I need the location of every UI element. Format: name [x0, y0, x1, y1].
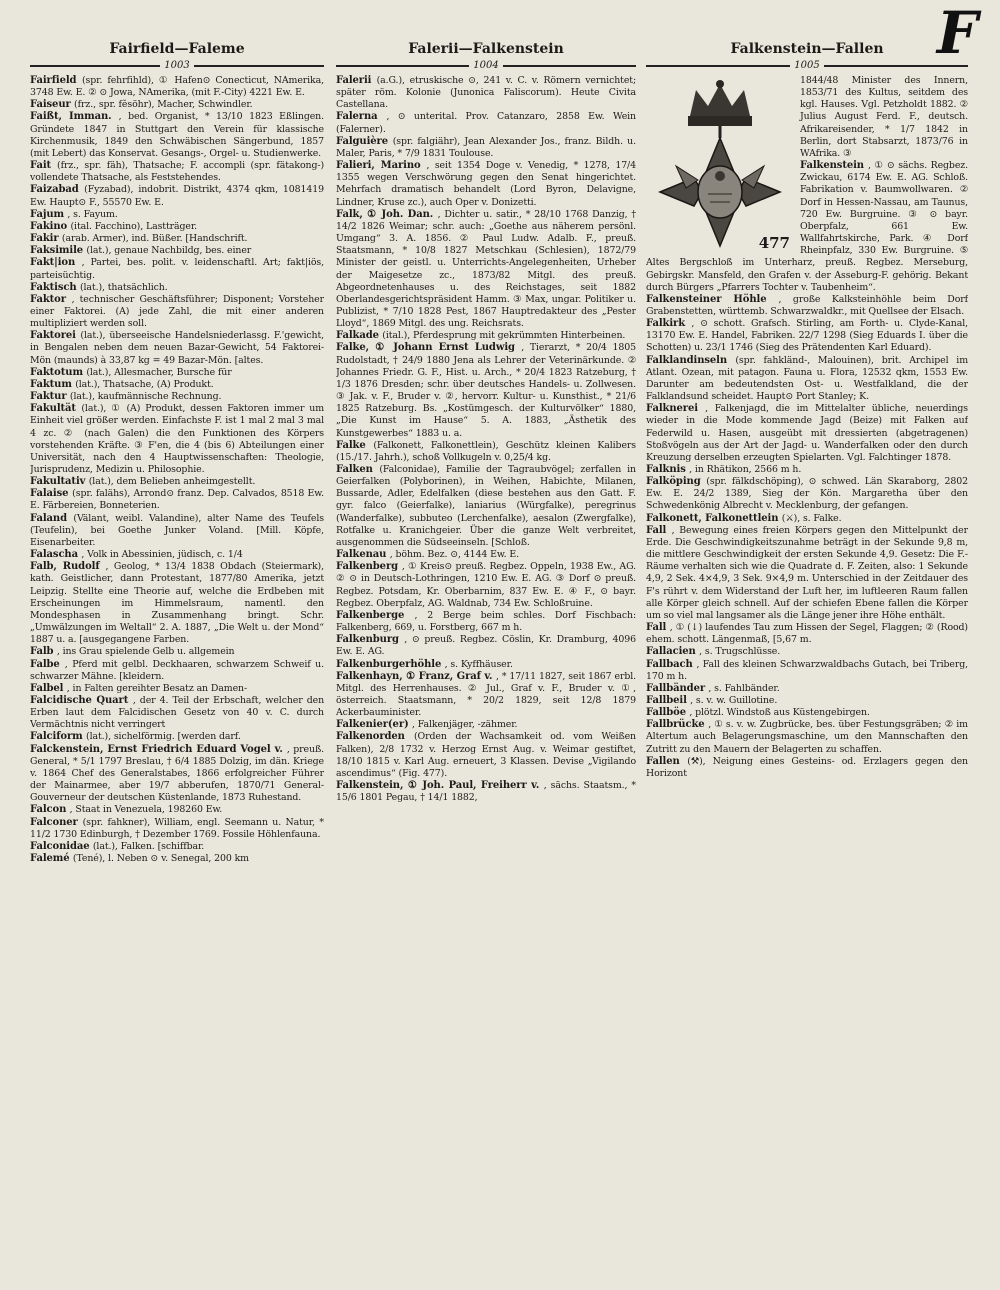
entry-text: (lat.), Thatsache, (A) Produkt.: [75, 378, 214, 390]
entry-headword: Faktor: [30, 293, 72, 305]
dictionary-entry: [30, 549, 324, 561]
order-insignia-figure: [646, 76, 794, 254]
dictionary-entry: [646, 659, 968, 683]
entry-headword: Faiseur: [30, 99, 75, 111]
entry-headword: Fakultät: [30, 403, 82, 415]
entry-text: (Falconidae), Familie der Tagraubvögel; zerfallen in Geierfalken (Polyborinen), in Weihen, Habichte, Milanen, Bussarde, Adler, Edelfalken (diese bestehen aus den Gatt. F. gyr. falco (Geierfalke), laniarius (Würgfalke), peregrinus (Wanderfalke), subbuteo (Lerchenfalke), aesalon (Zwergfalke), Rotfalke u. Kranichgeier. Über die ganze Welt verbreitet, ausgenommen die Südseeinseln. [Schloß.: [336, 464, 636, 548]
dictionary-entry: [646, 464, 968, 476]
entry-headword: Faktum: [30, 378, 76, 390]
entry-headword: Falconer: [30, 816, 83, 828]
entry-text: , ① ⊙ sächs. Regbez. Zwickau, 6174 Ew. E. AG. Schloß. Fabrikation v. Baumwollwaren. ② Dorf in Hessen-Nassau, am Taunus, 720 Ew. Burgruine. ③ ⊙ bayr. Oberpfalz, 661 Ew. Wallfahrtskirche, Park. ④ Dorf Rheinpfalz, 330 Ew. Burgruine. ⑤ Altes Bergschloß im Unterharz, preuß. Regbez. Merseburg, Gebirgskr. Mansfeld, den Grafen v. der Asseburg-F. gehörig. Bekant durch Bürgers „Pfarrers Tochter v. Taubenheim“.: [646, 160, 968, 293]
dictionary-entry: [646, 403, 968, 464]
dictionary-entry: [30, 379, 324, 391]
entry-headword: Falascha: [30, 549, 82, 561]
entry-headword: Falckenstein, Ernst Friedrich Eduard Vogel v.: [30, 743, 287, 755]
entry-headword: Falkenburgerhöhle: [336, 658, 445, 670]
entry-text: (lat.), dem Belieben anheimgestellt.: [88, 476, 256, 488]
dictionary-entry: [30, 294, 324, 330]
entry-headword: Faktorei: [30, 330, 81, 342]
dictionary-entry: [30, 731, 324, 743]
entry-headword: Fall: [646, 622, 670, 634]
dictionary-entry: [30, 403, 324, 476]
entry-text: 1844/48 Minister des Innern, 1853/71 des Kultus, seitdem des kgl. Hauses. Vgl. Petzholdt 1882. ② Julius August Ferd. F., deutsch. Afrikareisender, * 1/7 1842 in Berlin, dort Stabsarzt, 1873/76 in WAfrika. ③: [800, 75, 968, 159]
entry-text: , 2 Berge beim schles. Dorf Fischbach: Falkenberg, 669, u. Forstberg, 667 m h.: [336, 609, 636, 634]
entry-text: (lat.), thatsächlich.: [79, 281, 168, 293]
entry-headword: Faißt, Imman.: [30, 111, 119, 123]
entry-headword: Faksimile: [30, 245, 87, 257]
entry-text: (⚔), s. Falke.: [781, 512, 842, 524]
entry-headword: Fallböe: [646, 707, 690, 719]
entry-headword: Fakir: [30, 233, 62, 245]
entry-headword: Falk, ① Joh. Dan.: [336, 208, 438, 220]
entry-text: , s. Fayum.: [67, 208, 118, 220]
entry-text: (spr. falgiähr), Jean Alexander Jos., franz. Bildh. u. Maler, Paris, * 7/9 1831 Toulouse.: [336, 135, 636, 159]
dictionary-entry: [336, 209, 636, 331]
dictionary-entry: [30, 804, 324, 816]
dictionary-entry: [30, 853, 324, 865]
entry-text: (lat.), genaue Nachbildg, bes. einer: [86, 245, 252, 257]
column-3: [646, 40, 968, 1280]
entry-headword: Falkenberge: [336, 609, 415, 621]
entry-headword: Faktur: [30, 391, 70, 403]
dictionary-entry: [30, 209, 324, 221]
entry-headword: Faktotum: [30, 366, 87, 378]
column-1-header: Fairfield—Faleme: [109, 41, 245, 57]
rule-divider: [336, 65, 469, 67]
entry-headword: Falkenstein: [800, 160, 869, 172]
entry-headword: Fall: [646, 524, 672, 536]
entry-text: , s. Kyffhäuser.: [444, 658, 513, 670]
dictionary-entry: [30, 245, 324, 257]
entry-text: , böhm. Bez. ⊙, 4144 Ew. E.: [389, 549, 520, 561]
entry-headword: Falbel: [30, 682, 67, 694]
entry-text: , in Falten gereihter Besatz an Damen-: [66, 682, 248, 694]
dictionary-entry: [646, 294, 968, 318]
dictionary-entry: [646, 707, 968, 719]
entry-headword: Fairfield: [30, 75, 82, 86]
dictionary-entry: [30, 659, 324, 683]
entry-text: , ① s. v. w. Zugbrücke, bes. über Festungsgräben; ② im Altertum auch Belagerungsmaschine, um den Mannschaften den Zutritt zu den Mauern der Belagerten zu schaffen.: [646, 719, 968, 755]
entry-text: , Fall des kleinen Schwarzwaldbachs Gutach, bei Triberg, 170 m h.: [646, 658, 968, 682]
entry-headword: Falb, Rudolf: [30, 561, 106, 573]
entry-headword: Falieri, Marino: [336, 160, 427, 172]
entry-text: (ital.), Pferdesprung mit gekrümmten Hinterbeinen.: [382, 330, 626, 342]
column-3-page-number: 1005: [794, 60, 820, 71]
entry-headword: Falkonett, Falkonettlein: [646, 512, 782, 524]
entry-headword: Falkenorden: [336, 731, 414, 743]
entry-headword: Faland: [30, 512, 74, 524]
entry-text: , Staat in Venezuela, 198260 Ew.: [69, 804, 223, 816]
entry-headword: Falb: [30, 646, 57, 658]
column-1-page-number: 1003: [164, 60, 190, 71]
column-2-header: Falerii—Falkenstein: [408, 41, 564, 57]
entry-text: (lat.), sichelförmig. [werden darf.: [86, 731, 241, 743]
dictionary-entry: [336, 561, 636, 610]
entry-text: , seit 1354 Doge v. Venedig, * 1278, 17/4 1355 wegen Verschwörung gegen den Senat hingerichtet. Mehrfach dramatisch behandelt (Lord Byron, Delavigne, Lindner, Kruse zc.), auch Oper v. Donizetti.: [336, 160, 636, 208]
entry-text: , Volk in Abessinien, jüdisch, c. 1/4: [81, 549, 243, 561]
entry-text: , Partei, bes. polit. v. leidenschaftl. Art; fakt|iös, parteisüchtig.: [30, 257, 324, 281]
entry-text: (Falkonett, Falkonettlein), Geschütz kleinen Kalibers (15./17. Jahrh.), schoß Vollkugeln v. 0,25/4 kg.: [336, 439, 636, 463]
entry-text: (spr. falähs), Arrond⊙ franz. Dep. Calvados, 8518 Ew. E. Färbereien, Bonneterien.: [30, 488, 324, 512]
entry-headword: Falkenburg: [336, 634, 405, 646]
entry-headword: Fallbänder: [646, 682, 709, 694]
dictionary-entry: [30, 391, 324, 403]
entry-headword: Fallacien: [646, 646, 700, 658]
dictionary-entry: [30, 646, 324, 658]
entry-text: , große Kalksteinhöhle beim Dorf Grabenstetten, württemb. Schwarzwaldkr., mit Quellsee der Elsach.: [646, 293, 968, 317]
entry-headword: Falkenstein, ① Joh. Paul, Freiherr v.: [336, 780, 544, 792]
entry-headword: Falguière: [336, 135, 393, 147]
dictionary-entry: [30, 111, 324, 160]
dictionary-entry: [30, 367, 324, 379]
dictionary-entry: [646, 476, 968, 512]
rule-divider: [503, 65, 636, 67]
dictionary-entry: [30, 488, 324, 512]
entry-text: , ins Grau spielende Gelb u. allgemein: [56, 646, 235, 658]
column-2-page-number: 1004: [473, 60, 499, 71]
entry-text: (frz., spr. fäh), Thatsache; F. accompli (spr. fätakong-) vollendete Thatsache, als Feststehendes.: [30, 160, 324, 184]
entry-text: (lat.), Allesmacher, Bursche für: [86, 366, 232, 378]
dictionary-entry: [336, 342, 636, 439]
entry-headword: Faizabad: [30, 184, 85, 196]
dictionary-entry: [336, 610, 636, 634]
dictionary-entry: [30, 257, 324, 281]
entry-headword: Faktisch: [30, 281, 80, 293]
dictionary-entry: [30, 184, 324, 208]
entry-headword: Falkenberg: [336, 561, 402, 573]
entry-headword: Falbe: [30, 658, 65, 670]
entry-text: , der 4. Teil der Erbschaft, welcher den Erben laut dem Falcidischen Gesetz von 40 v. C. durch Vermächtnis nicht verringert: [30, 694, 324, 731]
dictionary-entry: [646, 695, 968, 707]
entry-text: (Välant, weibl. Valandine), alter Name des Teufels (Teufelin), bei Goethe Junker Voland. [Mill. Köpfe, Eisenarbeiter.: [30, 512, 324, 548]
entry-text: (lat.), Falken. [schiffbar.: [92, 840, 205, 852]
entry-text: , ① (↓) laufendes Tau zum Hissen der Segel, Flaggen; ② (Rood) ehem. schott. Längenmaß, [5,67 m.: [646, 622, 968, 646]
entry-text: , Bewegung eines freien Körpers gegen den Mittelpunkt der Erde. Die Geschwindigkeitszunahme beträgt in der Sekunde 9,8 m, die mittlere Geschwindigkeit der ersten Sekunde 4,9. Gesetz: Die F.-Räume verhalten sich wie die Quadrate d. F. Zeiten, also: 1 Sekunde 4,9, 2 Sek. 4×4,9, 3 Sek. 9×4,9 m. Unterschied in der Zeitdauer des F's rührt v. dem Widerstand der Luft her, im luftleeren Raum fallen alle Körper gleich schnell. Auf der schiefen Ebene fallen die Körper um so viel mal langsamer als die Länge jener ihre Höhe enthält.: [646, 524, 968, 621]
entry-headword: Falcidische Quart: [30, 694, 133, 706]
entry-headword: Fajum: [30, 208, 68, 220]
dictionary-entry: [646, 683, 968, 695]
dictionary-entry: [646, 622, 968, 646]
entry-headword: Falkenau: [336, 549, 390, 561]
entry-text: , sächs. Staatsm., * 15/6 1801 Pegau, † 14/1 1882,: [336, 780, 636, 804]
entry-headword: Falaise: [30, 488, 73, 500]
dictionary-entry: [646, 318, 968, 354]
entry-text: , ⊙ unterital. Prov. Catanzaro, 2858 Ew. Wein (Falerner).: [336, 111, 636, 135]
entry-text: (Tené), l. Neben ⊙ v. Senegal, 200 km: [72, 853, 249, 864]
entry-headword: Falemé: [30, 853, 73, 864]
entry-headword: Falciform: [30, 731, 87, 743]
entry-headword: Falklandinseln: [646, 354, 736, 366]
dictionary-entry: [336, 440, 636, 464]
entry-headword: Falken: [336, 464, 380, 475]
entry-text: , Dichter u. satir., * 28/10 1768 Danzig, † 14/2 1826 Weimar; schr. auch: „Goethe aus näherem persönl. Umgang“ 3. A. 1856. ② Paul Ludw. Adalb. F., preuß. Staatsmann, * 10/8 1827 Metschkau (Schlesien), 1872/79 Minister der geistl. u. Unterrichts-Angelegenheiten, Urheber der Maigesetze zc., 1873/82 Mitgl. des preuß. Abgeordnetenhauses u. des Reichstages, seit 1882 Oberlandesgerichtspräsident Hamm. ③ Max, ungar. Politiker u. Publizist, * 7/10 1828 Pest, 1867 Hauptredakteur des „Pester Lloyd“, 1869 Mitgl. des ung. Reichsrats.: [336, 208, 636, 330]
entry-headword: Falköping: [646, 476, 707, 488]
entry-text: (spr. fahkner), William, engl. Seemann u. Natur, * 11/2 1730 Edinburgh, † Dezember 1769. Fossile Höhlenfauna.: [30, 816, 324, 840]
entry-text: , technischer Geschäftsführer; Disponent; Vorsteher einer Faktorei. (A) jede Zahl, die mit einer anderen multipliziert werden soll.: [30, 293, 324, 330]
column-3-header: Falkenstein—Fallen: [730, 41, 884, 57]
dictionary-entry: [646, 355, 968, 404]
entry-headword: Falknis: [646, 464, 690, 475]
column-2: [336, 40, 636, 1280]
entry-headword: Fallbeil: [646, 694, 691, 706]
entry-text: , s. Trugschlüsse.: [699, 646, 781, 658]
dictionary-entry: [336, 136, 636, 160]
entry-headword: Falknerei: [646, 403, 706, 415]
dictionary-entry: [646, 719, 968, 755]
column-2-page-number-row: [336, 60, 636, 72]
column-3-page-number-row: [646, 60, 968, 72]
entry-text: (lat.), überseeische Handelsniederlassg. F.'gewicht, in Bengalen neben dem neuen Bazar-Gewicht, 54 Faktorei-Mön (maunds) à 33,87 kg = 49 Bazar-Mön. [altes.: [30, 330, 324, 366]
section-letter: F: [936, 0, 978, 67]
dictionary-entry: [30, 744, 324, 805]
column-1-entries: [30, 75, 324, 865]
dictionary-entry: [646, 756, 968, 780]
entry-text: , * 17/11 1827, seit 1867 erbl. Mitgl. des Herrenhauses. ② Jul., Graf v. F., Bruder v. ①, österreich. Staatsmann, * 20/2 1829, seit 12/8 1879 Ackerbauminister.: [336, 670, 636, 719]
entry-headword: Fakultativ: [30, 476, 89, 488]
entry-headword: Fallen: [646, 755, 688, 767]
dictionary-entry: [30, 160, 324, 184]
entry-headword: Fallbrücke: [646, 719, 709, 731]
entry-text: , s. v. w. Guillotine.: [690, 694, 778, 706]
entry-text: , Geolog, * 13/4 1838 Obdach (Steiermark), kath. Geistlicher, dann Protestant, 1877/80 Amerika, jetzt Leipzig. Stellte eine Theorie auf, welche die Erdbeben mit Erscheinungen im Himmelsraum, namentl. den Mondesphasen in Zusammenhang bringt. Schr. „Umwälzungen im Weltall“ 2. A. 1887, „Die Welt u. der Mond“ 1887 u. a. [ausgegangene Farben.: [30, 561, 324, 646]
entry-headword: Fallbach: [646, 658, 697, 670]
dictionary-entry: [30, 75, 324, 99]
dictionary-entry: [30, 221, 324, 233]
dictionary-entry: [336, 634, 636, 658]
entry-text: , bed. Organist, * 13/10 1823 Eßlingen. Gründete 1847 in Stuttgart den Verein für klassische Kirchenmusik, 1849 den Schwäbischen Sängerbund, 1857 (mit Lebert) das Konservat. Gesangs-, Orgel- u. Studienwerke.: [30, 111, 324, 159]
entry-text: (spr. fehrfihld), ① Hafen⊙ Conecticut, NAmerika, 3748 Ew. E. ② ⊙ Jowa, NAmerika, (mit F.-City) 4221 Ew. E.: [30, 75, 324, 99]
entry-headword: Falkenier(er): [336, 719, 412, 731]
dictionary-entry: [336, 160, 636, 209]
entry-headword: Falke, ① Johann Ernst Ludwig: [336, 342, 522, 354]
entry-headword: Falcon: [30, 804, 70, 816]
entry-text: , ⊙ preuß. Regbez. Cöslin, Kr. Dramburg, 4096 Ew. E. AG.: [336, 634, 636, 658]
entry-text: (Orden der Wachsamkeit od. vom Weißen Falken), 2/8 1732 v. Herzog Ernst Aug. v. Weimar gestiftet, 18/10 1815 v. Karl Aug. erneuert, 3 Klassen. Devise „Vigilando ascendimus“ (Fig. 477).: [336, 731, 636, 779]
dictionary-entry: [30, 330, 324, 366]
dictionary-entry: [30, 99, 324, 111]
dictionary-entry: [336, 330, 636, 342]
dictionary-entry: [30, 817, 324, 841]
entry-headword: Fakt|ion: [30, 257, 82, 269]
figure-number: 477: [758, 234, 790, 252]
entry-text: , plötzl. Windstoß aus Küstengebirgen.: [689, 707, 870, 719]
entry-headword: Falconidae: [30, 840, 93, 852]
rule-divider: [30, 65, 160, 67]
entry-text: (a.G.), etruskische ⊙, 241 v. C. v. Römern vernichtet; später röm. Kolonie (Junonica Faliscorum). Heute Civita Castellana.: [336, 75, 636, 111]
entry-text: (ital. Facchino), Lastträger.: [70, 220, 198, 232]
entry-headword: Falkirk: [646, 318, 692, 330]
dictionary-entry: [30, 841, 324, 853]
dictionary-entry: [30, 683, 324, 695]
entry-text: (spr. fälkdschöping), ⊙ schwed. Län Skaraborg, 2802 Ew. E. 24/2 1389, Sieg der Kön. Margaretha über den Schwedenkönig Albrecht v. Mecklenburg, der gefangen.: [646, 476, 968, 512]
dictionary-entry: [30, 282, 324, 294]
dictionary-entry: [336, 659, 636, 671]
column-2-entries: [336, 75, 636, 804]
entry-headword: Falkensteiner Höhle: [646, 293, 779, 305]
dictionary-entry: [336, 780, 636, 804]
entry-headword: Falke: [336, 439, 374, 451]
dictionary-entry: [336, 549, 636, 561]
entry-text: , in Rhätikon, 2566 m h.: [689, 464, 802, 475]
entry-text: (frz., spr. fĕsöhr), Macher, Schwindler.: [74, 99, 253, 111]
entry-text: , Falkenjäger, -zähmer.: [412, 719, 518, 731]
dictionary-entry: [646, 646, 968, 658]
dictionary-entry: [336, 731, 636, 780]
entry-text: (Fyzabad), indobrit. Distrikt, 4374 qkm, 1081419 Ew. Haupt⊙ F., 55570 Ew. E.: [30, 184, 324, 208]
entry-text: , preuß. General, * 5/1 1797 Breslau, † 6/4 1885 Dolzig, im dän. Kriege v. 1864 Chef des Generalstabes, 1866 erfolgreicher Führer der Mainarmee, aber 19/7 abberufen, 1870/71 General-Gouverneur der deutschen Küstenlande, 1873 Ruhestand.: [30, 743, 324, 804]
dictionary-entry: [30, 233, 324, 245]
entry-text: (lat.), ① (A) Produkt, dessen Faktoren immer um Einheit viel größer werden. Einfachste F. ist 1 mal 2 mal 3 mal 4 zc. ② (nach Galen) die den Funktionen des Körpers vorstehenden Kräfte. ③ F'en, die 4 (bis 6) Abteilungen einer Universität, nach den 4 Hauptwissenschaften: Theologie, Jurisprudenz, Medizin u. Philosophie.: [30, 403, 324, 475]
column-1: [30, 40, 324, 1280]
rule-divider: [194, 65, 324, 67]
dictionary-entry: [646, 525, 968, 622]
entry-text: (⚒), Neigung eines Gesteins- od. Erzlagers gegen den Horizont: [646, 755, 968, 779]
entry-headword: Falerna: [336, 111, 387, 123]
dictionary-entry: [336, 719, 636, 731]
entry-text: , ⊙ schott. Grafsch. Stirling, am Forth- u. Clyde-Kanal, 13170 Ew. E. Handel, Fabriken. 22/7 1298 (Sieg Eduards I. über die Schotten) u. 23/1 1746 (Sieg des Prätendenten Karl Eduard).: [646, 318, 968, 354]
dictionary-entry: [336, 75, 636, 111]
entry-headword: Falkenhayn, ① Franz, Graf v.: [336, 670, 496, 682]
column-1-page-number-row: [30, 60, 324, 72]
rule-divider: [824, 65, 968, 67]
dictionary-entry: [30, 695, 324, 731]
entry-text: (arab. Armer), ind. Büßer. [Handschrift.: [61, 233, 248, 245]
falcon-order-cross-icon: [646, 76, 794, 254]
dictionary-entry: [336, 671, 636, 720]
dictionary-entry: [30, 561, 324, 646]
entry-text: , Tierarzt, * 20/4 1805 Rudolstadt, † 24/9 1880 Jena als Lehrer der Veterinärkunde. ② Johannes Friedr. G. F., Hist. u. Arch., * 20/4 1823 Ratzeburg, † 1/3 1876 Dresden; schr. über deutsches Handels- u. Zollwesen. ③ Jak. v. F., Bruder v. ②, hervorr. Kultur- u. Kunsthist., * 21/6 1825 Ratzeburg. Bs. „Kostümgesch. der Kulturvölker“ 1880, „Die Kunst im Hause“ 5. A. 1883, „Ästhetik des Kunstgewerbes“ 1883 u. a.: [336, 342, 636, 439]
dictionary-entry: [30, 476, 324, 488]
entry-text: , Pferd mit gelbl. Deckhaaren, schwarzem Schweif u. schwarzer Mähne. [kleidern.: [30, 658, 324, 682]
entry-text: , ① Kreis⊙ preuß. Regbez. Oppeln, 1938 Ew., AG. ② ⊙ in Deutsch-Lothringen, 1210 Ew. E. AG. ③ Dorf ⊙ preuß. Regbez. Potsdam, Kr. Oberbarnim, 837 Ew. E. ④ F., ⊙ bayr. Regbez. Oberpfalz, AG. Waldnab, 734 Ew. Schloßruine.: [336, 561, 636, 609]
dictionary-entry: [336, 111, 636, 135]
dictionary-entry: [30, 513, 324, 549]
dictionary-entry: [646, 513, 968, 525]
entry-headword: Falerii: [336, 75, 377, 86]
entry-text: , Falkenjagd, die im Mittelalter übliche, neuerdings wieder in die Mode kommende Jagd (Beize) mit Falken auf Federwild u. Hasen, ausgeübt mit dressierten (abgetragenen) Stoßvögeln aus der Art der Jagd- u. Wanderfalken oder den durch Kreuzung derselben erzeugten Spielarten. Vgl. Falchtinger 1878.: [646, 403, 968, 463]
entry-text: (lat.), kaufmännische Rechnung.: [69, 391, 222, 403]
entry-headword: Falkade: [336, 330, 383, 342]
dictionary-entry: [336, 464, 636, 549]
entry-headword: Fait: [30, 160, 58, 172]
entry-text: (spr. fahkländ-, Malouinen), brit. Archipel im Atlant. Ozean, mit patagon. Fauna u. Flora, 12532 qkm, 1553 Ew. Darunter am bedeutendsten Ost- u. Westfalkland, die der Falklandsund scheidet. Haupt⊙ Port Stanley; K.: [646, 354, 968, 403]
rule-divider: [646, 65, 790, 67]
entry-headword: Fakino: [30, 220, 71, 232]
entry-text: , s. Fahlbänder.: [708, 682, 780, 694]
